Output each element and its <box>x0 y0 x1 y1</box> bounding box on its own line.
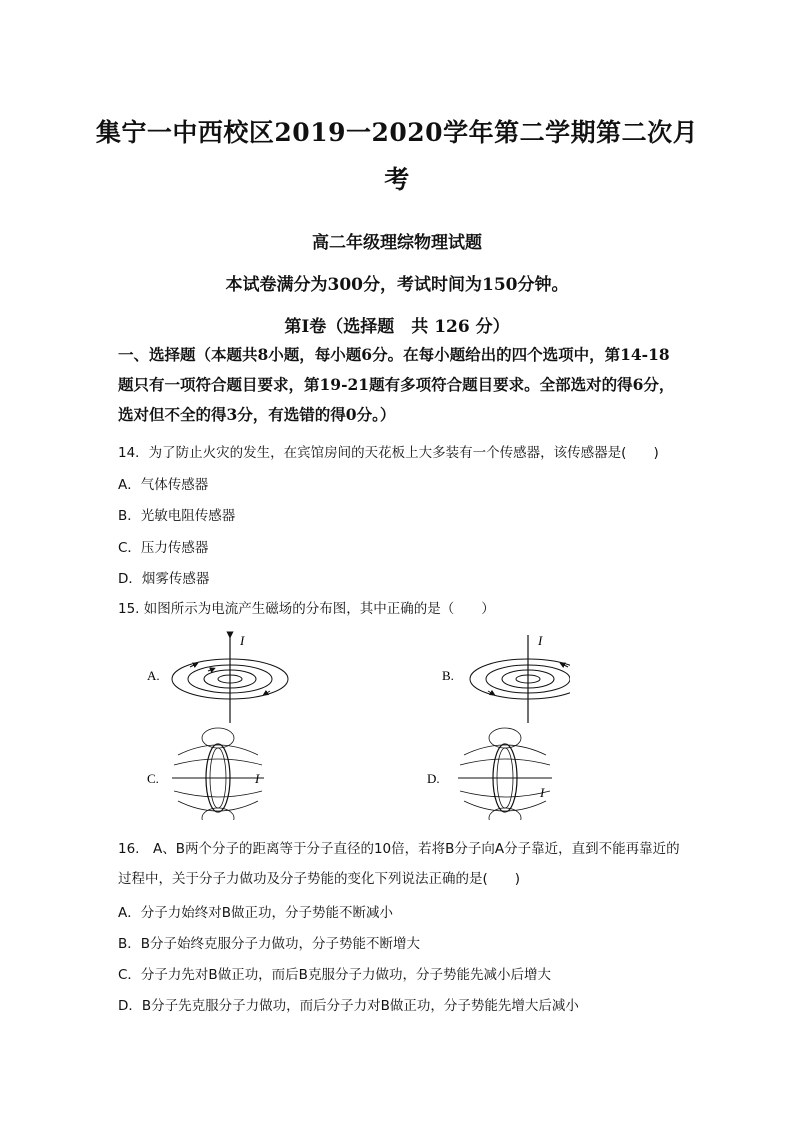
exam-info: 本试卷满分为300分，考试时间为150分钟。 <box>225 275 569 295</box>
figure-d-current-label: I <box>540 785 545 800</box>
figure-d <box>427 728 552 820</box>
figure-d-label: D. <box>427 771 440 786</box>
figure-c-label: C. <box>147 771 159 786</box>
q14-option-c: C．压力传感器 <box>118 540 209 556</box>
figure-c-current-label: I <box>255 771 260 786</box>
figure-a-current-label: I <box>240 633 245 648</box>
figure-a-label: A. <box>147 668 160 683</box>
q14-stem: 14．为了防止火灾的发生，在宾馆房间的天花板上大多装有一个传感器，该传感器是( ) <box>118 445 659 461</box>
q16-option-b: B．B分子始终克服分子力做功，分子势能不断增大 <box>118 936 421 952</box>
exam-subtitle: 高二年级理综物理试题 <box>312 233 482 253</box>
q16-option-c: C．分子力先对B做正功，而后B克服分子力做功，分子势能先减小后增大 <box>118 967 551 983</box>
q16-stem: 16. A、B两个分子的距离等于分子直径的10倍，若将B分子向A分子靠近，直到不能再靠近的过程中，关于分子力做功及分子势能的变化下列说法正确的是( ) <box>118 841 680 887</box>
q14-option-d: D．烟雾传感器 <box>118 571 210 587</box>
figure-c <box>147 728 264 820</box>
figure-b <box>442 633 570 723</box>
exam-title-line1: 集宁一中西校区2019一2020学年第二学期第二次月 <box>95 118 699 147</box>
q16-option-d: D．B分子先克服分子力做功，而后分子力对B做正功，分子势能先增大后减小 <box>118 998 579 1014</box>
figure-b-label: B. <box>442 668 454 683</box>
figure-a <box>147 633 288 723</box>
section-instructions: 一、选择题（本题共8小题，每小题6分。在每小题给出的四个选项中，第14-18题只有一项符合题目要求，第19-21题有多项符合题目要求。全部选对的得6分，选对但不全的得3分，有选错的得0分。） <box>118 345 675 424</box>
q16-option-a: A．分子力始终对B做正功，分子势能不断减小 <box>118 905 393 921</box>
part-title: 第Ⅰ卷（选择题 共 126 分） <box>284 317 510 337</box>
q15-stem: 15. 如图所示为电流产生磁场的分布图，其中正确的是（ ） <box>118 601 495 617</box>
q14-option-b: B．光敏电阻传感器 <box>118 508 236 524</box>
figure-b-current-label: I <box>538 633 543 648</box>
q14-option-a: A．气体传感器 <box>118 477 209 493</box>
exam-title-line2: 考 <box>384 165 410 194</box>
magnetic-field-figure <box>130 625 570 820</box>
